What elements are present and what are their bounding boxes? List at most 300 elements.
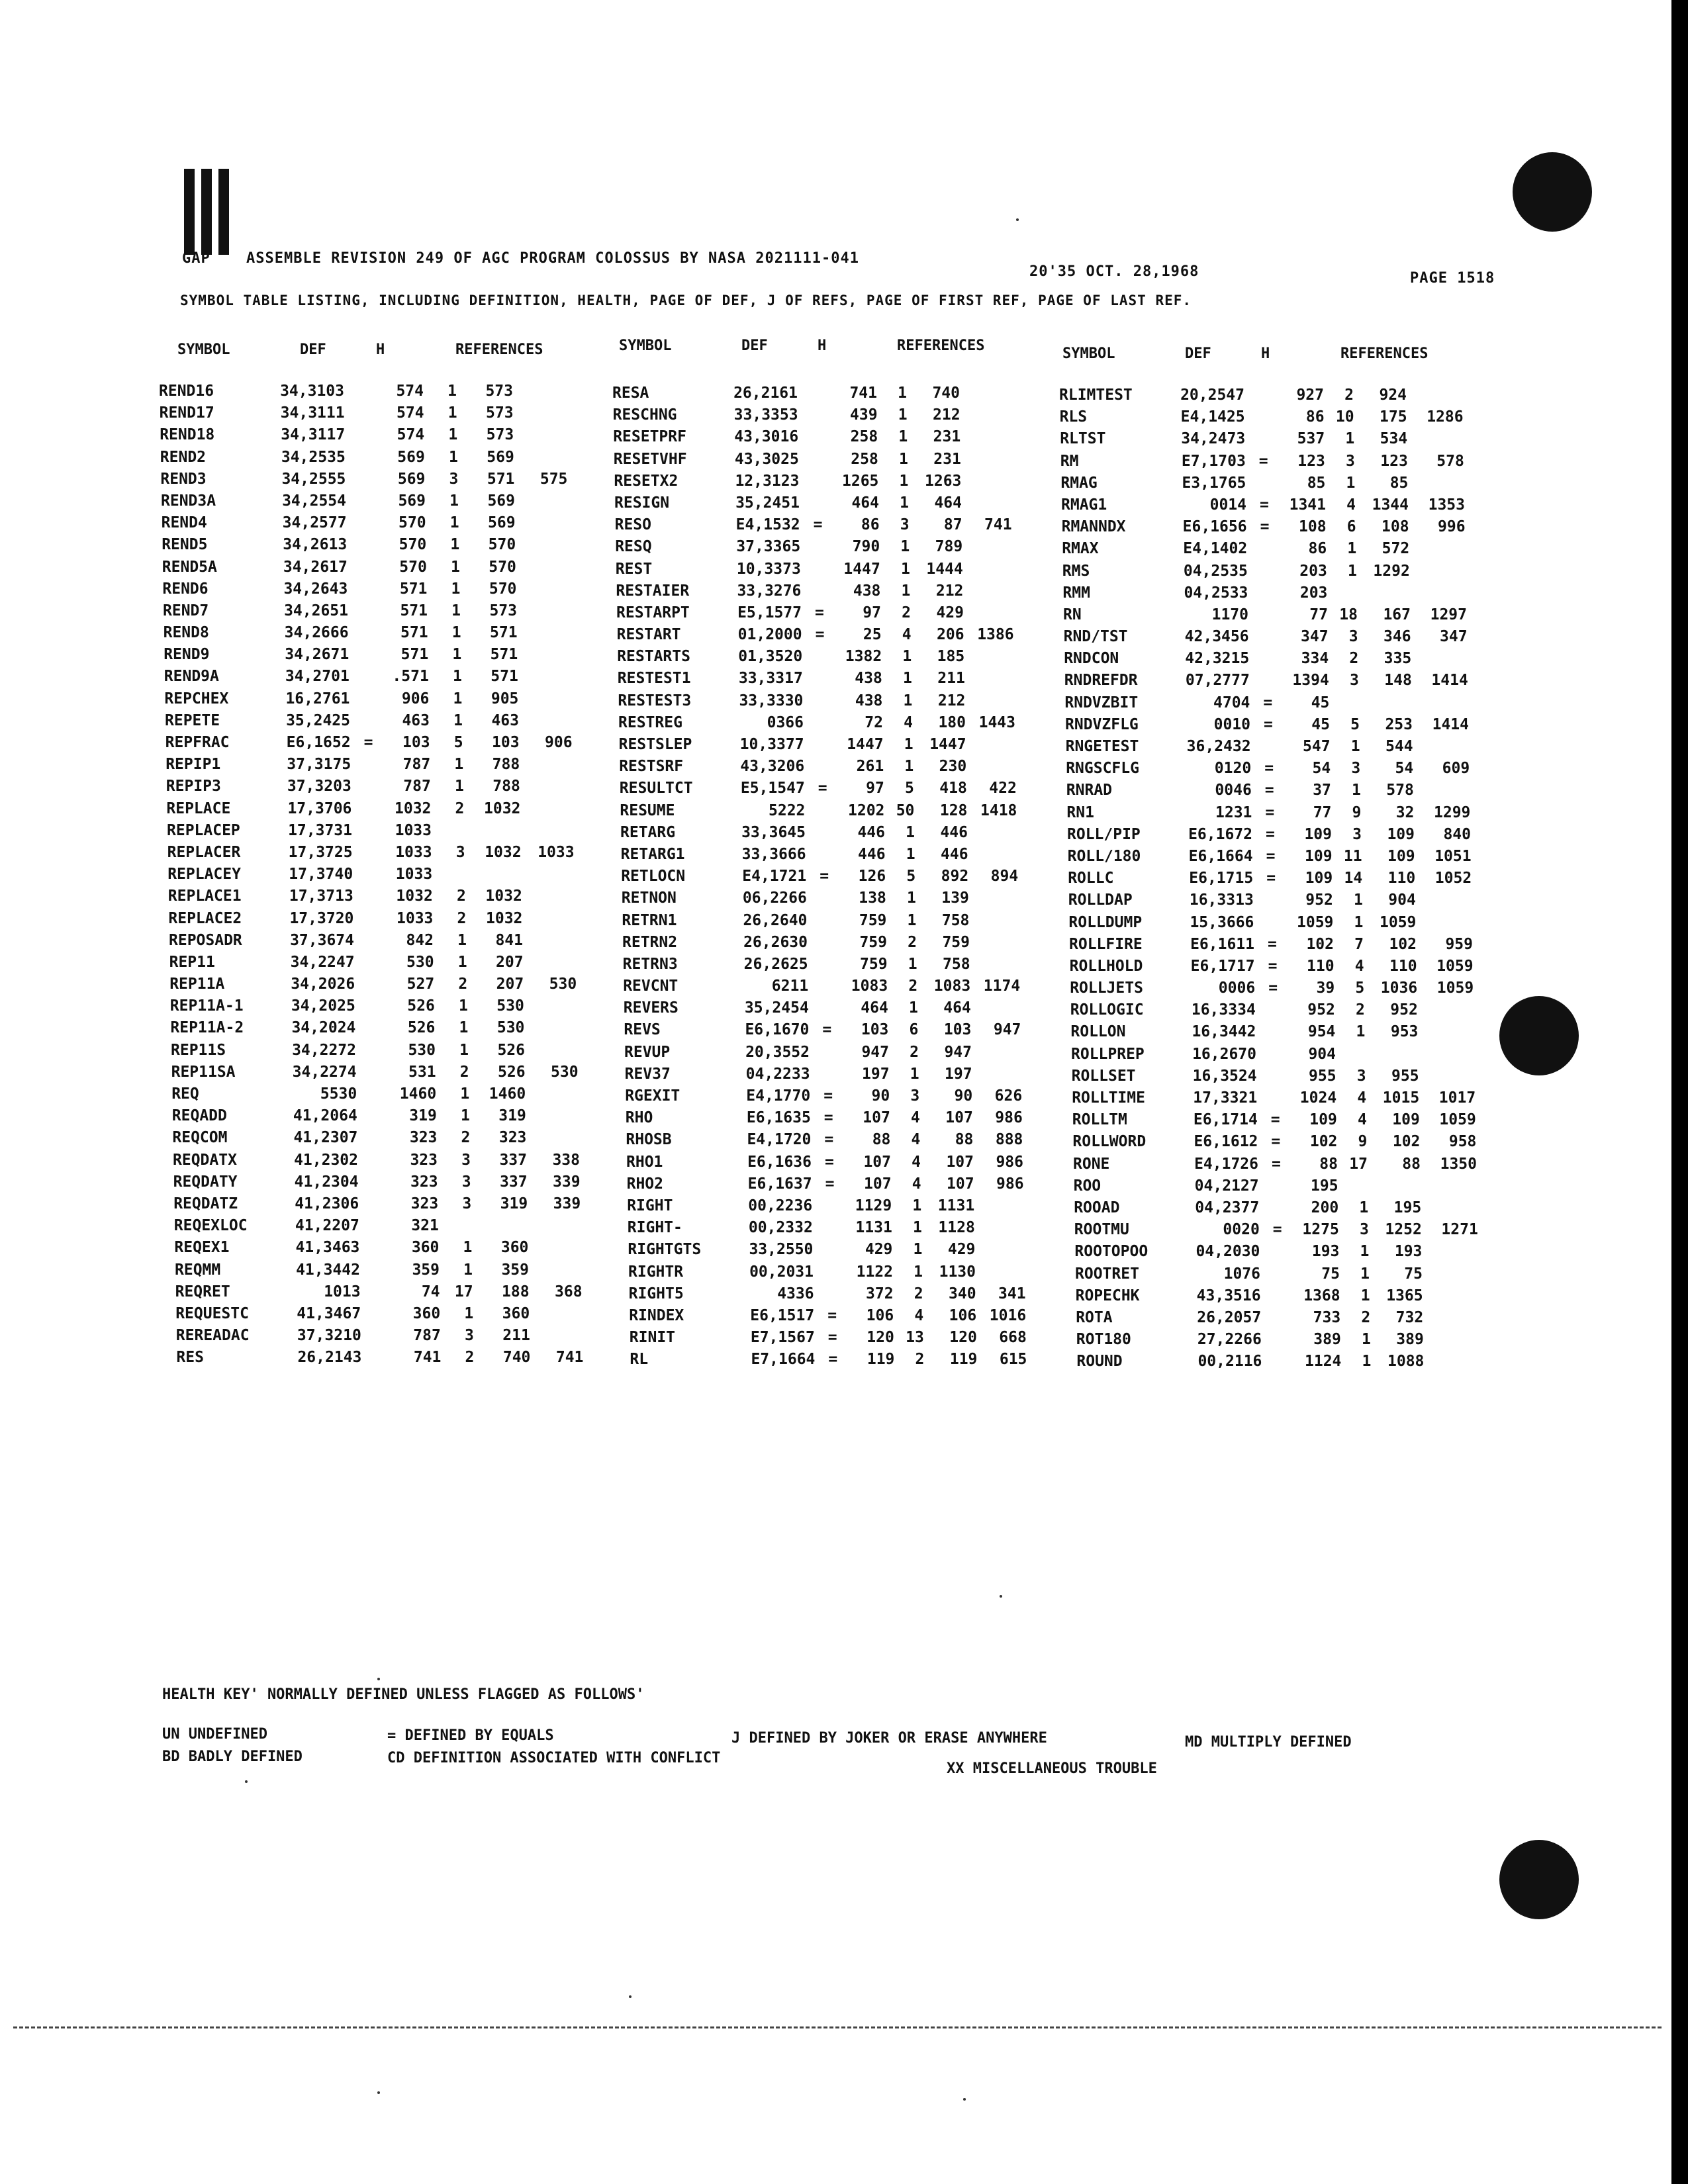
cell-h: 530 (406, 953, 434, 971)
table-row (0, 559, 1671, 580)
cell-eq: = (1271, 1133, 1281, 1151)
cell-def: 34,2555 (281, 470, 346, 488)
cell-def: 34,2671 (285, 646, 350, 664)
cell-n: 1 (908, 999, 918, 1017)
cell-h: 1202 (848, 801, 885, 819)
cell-f: 211 (502, 1327, 530, 1345)
cell-def: 5530 (320, 1085, 357, 1103)
cell-sym: RINDEX (629, 1306, 684, 1324)
cell-sym: REND9A (164, 668, 219, 686)
cell-sym: RMAG (1060, 474, 1098, 492)
cell-sym: ROLLOGIC (1070, 1001, 1144, 1019)
cell-f: 732 (1395, 1308, 1424, 1326)
cell-f: 530 (496, 997, 524, 1015)
cell-def: 41,2307 (293, 1129, 358, 1147)
cell-sym: REP11A-2 (170, 1019, 244, 1037)
cell-eq: = (827, 1329, 837, 1347)
cell-h: 372 (866, 1285, 894, 1302)
cell-h: 787 (413, 1327, 441, 1345)
cell-f: 128 (939, 801, 968, 819)
cell-f: 193 (1394, 1243, 1423, 1261)
cell-n: 4 (912, 1175, 921, 1193)
cell-def: 33,3645 (741, 823, 806, 841)
cell-def: 43,3016 (734, 428, 799, 446)
cell-sym: RESETVHF (613, 450, 687, 468)
cell-f: 231 (933, 428, 961, 446)
cell-def: 17,3706 (287, 799, 352, 817)
cell-eq: = (1266, 870, 1276, 887)
cell-sym: REND5 (162, 536, 208, 554)
cell-sym: RESETPRF (613, 428, 686, 446)
cell-h: 438 (855, 670, 882, 688)
cell-h: 74 (421, 1283, 440, 1300)
cell-h: 258 (850, 428, 878, 446)
cell-def: 06,2266 (742, 889, 807, 907)
cell-sym: REPLACE1 (167, 887, 242, 905)
cell-l: 947 (993, 1021, 1021, 1039)
cell-n: 2 (455, 799, 465, 817)
cell-eq: = (1258, 452, 1268, 470)
cell-eq: = (1266, 847, 1276, 865)
cell-def: 26,2057 (1197, 1308, 1262, 1326)
cell-def: 20,2547 (1180, 387, 1244, 404)
cell-h: 193 (1311, 1243, 1340, 1261)
cell-n: 1 (902, 648, 912, 666)
cell-def: 35,2425 (286, 711, 350, 729)
cell-f: 534 (1380, 430, 1408, 448)
cell-f: 924 (1379, 387, 1407, 404)
cell-def: 33,3666 (741, 845, 806, 863)
cell-def: 16,3524 (1192, 1067, 1257, 1085)
cell-f: 953 (1390, 1023, 1419, 1041)
cell-sym: ROLLHOLD (1069, 957, 1143, 975)
cell-l: 338 (552, 1151, 580, 1169)
cell-def: 33,3353 (733, 406, 798, 424)
cell-n: 2 (1355, 1001, 1365, 1019)
cell-sym: REPCHEX (164, 690, 229, 707)
table-row (0, 778, 1671, 799)
cell-def: 41,2207 (295, 1217, 359, 1235)
cell-n: 1 (908, 955, 917, 973)
cell-f: 106 (949, 1306, 977, 1324)
cell-def: E4,1425 (1180, 408, 1245, 426)
cell-sym: RLIMTEST (1059, 387, 1133, 404)
table-row (0, 383, 1671, 404)
cell-n: 1 (451, 602, 461, 619)
cell-sym: REQDATX (173, 1151, 237, 1169)
cell-def: 37,3674 (290, 931, 354, 949)
cell-sym: RESO (614, 516, 651, 534)
cell-n: 1 (460, 1085, 470, 1103)
table-row (0, 1327, 1671, 1349)
cell-eq: = (1260, 496, 1269, 514)
cell-def: 37,3210 (297, 1327, 361, 1345)
cell-f: 54 (1395, 760, 1414, 778)
cell-sym: RESA (612, 385, 649, 402)
cell-sym: ROOTMU (1074, 1221, 1129, 1239)
cell-def: 01,3520 (738, 648, 803, 666)
cell-h: 429 (865, 1241, 893, 1259)
cell-sym: ROPECHK (1075, 1287, 1140, 1304)
cell-f: 569 (487, 492, 515, 510)
cell-sym: REQRET (175, 1283, 230, 1300)
cell-def: 34,3103 (280, 383, 344, 400)
cell-sym: ROLLON (1070, 1023, 1126, 1041)
cell-h: 569 (398, 492, 426, 510)
cell-n: 1 (906, 845, 915, 863)
cell-f: 107 (945, 1109, 973, 1127)
cell-def: 27,2266 (1197, 1331, 1262, 1349)
cell-f: 1344 (1372, 496, 1409, 514)
cell-sym: REVUP (624, 1043, 671, 1061)
cell-def: 1170 (1211, 606, 1248, 623)
cell-sym: ROLLTIME (1072, 1089, 1145, 1107)
cell-def: 0014 (1209, 496, 1246, 514)
cell-def: E6,1517 (750, 1306, 815, 1324)
cell-def: 0046 (1215, 782, 1252, 799)
cell-n: 3 (1352, 825, 1362, 843)
cell-sym: REQUESTC (175, 1304, 249, 1322)
cell-sym: RMANNDX (1061, 518, 1126, 536)
cell-h: 86 (1305, 408, 1325, 426)
header-time: 20'35 OCT. 28,1968 (1029, 263, 1199, 280)
table-row (0, 1129, 1671, 1151)
cell-def: 00,2236 (748, 1197, 813, 1214)
column-header-def: DEF (741, 338, 768, 354)
cell-def: 33,3276 (737, 582, 802, 600)
cell-h: 1394 (1292, 672, 1329, 690)
cell-n: 1 (902, 670, 912, 688)
cell-h: 571 (399, 580, 428, 598)
cell-f: 175 (1380, 408, 1407, 426)
cell-sym: ROOTRET (1075, 1265, 1139, 1283)
speck (245, 1780, 248, 1783)
cell-def: 41,2304 (294, 1173, 359, 1191)
table-row (0, 976, 1671, 997)
cell-f: 103 (943, 1021, 972, 1039)
table-row (0, 932, 1671, 954)
cell-h: 360 (411, 1239, 440, 1257)
cell-f: 571 (487, 470, 515, 488)
column-headers (0, 338, 1671, 364)
cell-h: 733 (1313, 1308, 1341, 1326)
cell-f: 758 (941, 911, 970, 929)
cell-l: 894 (990, 868, 1019, 886)
cell-n: 1 (898, 428, 908, 446)
cell-sym: REP11S (171, 1041, 226, 1059)
cell-sym: RIGHT (627, 1197, 673, 1214)
cell-f: 107 (946, 1153, 974, 1171)
cell-f: 1365 (1386, 1287, 1423, 1304)
table-row (0, 1019, 1671, 1041)
cell-n: 50 (896, 801, 915, 819)
cell-h: 97 (866, 780, 884, 797)
cell-n: 3 (455, 843, 465, 861)
cell-h: 1032 (396, 887, 433, 905)
cell-n: 2 (461, 1129, 471, 1147)
cell-n: 1 (907, 911, 917, 929)
cell-f: 1032 (485, 843, 522, 861)
cell-sym: ROLLWORD (1072, 1133, 1147, 1151)
cell-n: 3 (1349, 672, 1359, 690)
cell-sym: REQADD (171, 1107, 227, 1125)
cell-eq: = (1264, 760, 1274, 778)
cell-n: 17 (454, 1283, 473, 1300)
table-row (0, 1107, 1671, 1129)
cell-sym: RLS (1059, 408, 1088, 426)
table-row (0, 887, 1671, 909)
cell-sym: REND6 (162, 580, 209, 598)
cell-sym: REQEXLOC (173, 1217, 248, 1235)
cell-l: 1353 (1428, 496, 1465, 514)
cell-f: 346 (1383, 628, 1411, 646)
cell-h: 88 (1319, 1155, 1338, 1173)
cell-n: 1 (447, 383, 457, 400)
cell-l: 1297 (1430, 606, 1467, 623)
health-key-eq: = DEFINED BY EQUALS (387, 1727, 554, 1744)
table-row (0, 449, 1671, 471)
cell-f: 340 (949, 1285, 976, 1302)
cell-sym: RESUME (620, 801, 675, 819)
cell-sym: REVS (624, 1021, 661, 1039)
cell-f: 740 (932, 385, 960, 402)
cell-sym: RINIT (629, 1329, 676, 1347)
cell-f: 530 (496, 1019, 525, 1037)
speck (377, 1678, 380, 1680)
cell-eq: = (828, 1351, 838, 1369)
cell-n: 4 (914, 1306, 924, 1324)
cell-l: 1286 (1427, 408, 1464, 426)
table-row (0, 1085, 1671, 1107)
cell-f: 1032 (484, 799, 521, 817)
cell-h: 1124 (1305, 1353, 1342, 1371)
cell-h: 106 (866, 1306, 894, 1324)
table-row (0, 997, 1671, 1019)
table-row (0, 1152, 1671, 1173)
cell-h: 77 (1309, 606, 1328, 623)
cell-sym: RNGSCFLG (1066, 760, 1139, 778)
cell-l: 615 (999, 1351, 1027, 1369)
cell-eq: = (823, 1109, 833, 1127)
cell-f: 188 (502, 1283, 530, 1300)
cell-def: 04,2535 (1183, 562, 1248, 580)
cell-h: 790 (852, 538, 880, 556)
cell-h: 527 (406, 976, 435, 993)
cell-h: 537 (1297, 430, 1325, 448)
cell-def: 00,2116 (1197, 1353, 1262, 1371)
cell-f: 947 (944, 1043, 972, 1061)
cell-f: 109 (1387, 847, 1415, 865)
cell-n: 1 (1347, 562, 1357, 580)
cell-sym: ROLLSET (1071, 1067, 1136, 1085)
cell-n: 5 (453, 734, 463, 751)
cell-n: 3 (461, 1173, 471, 1191)
cell-sym: RHO2 (626, 1175, 663, 1193)
cell-eq: = (825, 1153, 834, 1171)
cell-h: 446 (858, 845, 886, 863)
cell-def: 15,3666 (1190, 913, 1254, 931)
cell-def: E6,1714 (1193, 1111, 1258, 1129)
cell-h: 574 (397, 404, 424, 422)
cell-f: 167 (1383, 606, 1411, 623)
cell-n: 2 (457, 909, 467, 927)
cell-sym: RESTART (616, 626, 681, 644)
cell-eq: = (1268, 957, 1278, 975)
cell-n: 1 (447, 404, 457, 422)
table-row (0, 624, 1671, 646)
cell-eq: = (1265, 803, 1275, 821)
cell-l: 959 (1445, 935, 1473, 953)
cell-n: 1 (459, 1019, 469, 1037)
cell-f: 103 (492, 734, 520, 751)
cell-def: 34,3117 (281, 426, 346, 444)
cell-n: 1 (451, 624, 461, 642)
table-row (0, 536, 1671, 558)
cell-h: 571 (400, 646, 429, 664)
cell-sym: RIGHTR (628, 1263, 684, 1281)
cell-sym: REND5A (162, 558, 217, 576)
cell-h: 927 (1296, 387, 1324, 404)
cell-f: 463 (491, 711, 519, 729)
cell-l: 996 (1438, 518, 1466, 536)
table-row (0, 756, 1671, 778)
cell-f: 185 (937, 648, 965, 666)
cell-h: 334 (1301, 650, 1329, 668)
cell-sym: RGEXIT (625, 1087, 680, 1105)
cell-sym: REND7 (163, 602, 209, 619)
cell-f: 212 (935, 582, 964, 600)
cell-f: 120 (949, 1329, 977, 1347)
cell-h: 107 (864, 1175, 892, 1193)
cell-l: 1052 (1434, 870, 1472, 887)
cell-n: 4 (910, 1109, 920, 1127)
cell-def: 16,3442 (1192, 1023, 1256, 1041)
cell-eq: = (1263, 694, 1273, 711)
cell-f: 230 (939, 758, 967, 776)
cell-h: 195 (1311, 1177, 1338, 1195)
cell-def: E6,1652 (286, 734, 351, 751)
cell-sym: RETLOCN (621, 868, 686, 886)
cell-n: 5 (1355, 979, 1365, 997)
cell-n: 1 (449, 492, 459, 510)
cell-n: 1 (913, 1241, 923, 1259)
cell-f: 1032 (486, 909, 523, 927)
cell-def: 00,2332 (748, 1219, 813, 1237)
table-row (0, 844, 1671, 866)
cell-n: 1 (459, 1041, 469, 1059)
cell-sym: RND/TST (1063, 628, 1128, 646)
cell-f: 90 (954, 1087, 973, 1105)
cell-n: 9 (1358, 1133, 1368, 1151)
cell-eq: = (1264, 715, 1273, 733)
cell-h: 1059 (1297, 913, 1334, 931)
cell-h: 359 (412, 1261, 440, 1279)
cell-h: 77 (1313, 803, 1332, 821)
cell-sym: RN1 (1066, 803, 1094, 821)
cell-sym: REPFRAC (165, 734, 230, 751)
cell-f: 211 (937, 670, 965, 688)
cell-n: 6 (909, 1021, 919, 1039)
cell-sym: RETRN3 (622, 955, 678, 973)
cell-def: E4,1726 (1194, 1155, 1258, 1173)
cell-eq: = (1272, 1221, 1282, 1239)
cell-f: 578 (1386, 782, 1414, 799)
cell-h: 45 (1311, 715, 1330, 733)
cell-sym: RMS (1062, 562, 1090, 580)
cell-f: 570 (489, 558, 516, 576)
cell-sym: ROLLDUMP (1068, 913, 1143, 931)
cell-h: 119 (867, 1351, 895, 1369)
cell-f: 569 (487, 448, 514, 466)
cell-n: 1 (906, 889, 916, 907)
cell-def: 34,2651 (284, 602, 348, 619)
cell-sym: RIGHTGTS (628, 1241, 702, 1259)
cell-n: 3 (1359, 1221, 1369, 1239)
cell-n: 1 (904, 736, 914, 753)
cell-def: 37,3365 (736, 538, 801, 556)
cell-n: 3 (461, 1151, 471, 1169)
cell-sym: REPLACEP (167, 821, 240, 839)
cell-n: 3 (464, 1327, 474, 1345)
cell-def: 17,3713 (289, 887, 353, 905)
cell-sym: ROUND (1076, 1353, 1123, 1371)
cell-def: E4,1721 (742, 868, 807, 886)
cell-eq: = (823, 1087, 833, 1105)
column-header-symbol: SYMBOL (619, 338, 672, 354)
column-header-symbol: SYMBOL (1062, 345, 1115, 362)
cell-h: 389 (1313, 1331, 1341, 1349)
cell-h: 109 (1305, 870, 1333, 887)
cell-l: 339 (553, 1195, 581, 1212)
tear-line (13, 2026, 1662, 2028)
table-row (0, 426, 1671, 448)
cell-f: 904 (1388, 891, 1416, 909)
cell-l: 986 (996, 1153, 1023, 1171)
cell-n: 1 (1359, 1199, 1369, 1216)
cell-l: 906 (545, 734, 573, 751)
cell-l: 339 (553, 1173, 581, 1191)
cell-f: 108 (1382, 518, 1409, 536)
speck (629, 1995, 632, 1998)
cell-def: 04,2233 (745, 1065, 810, 1083)
cell-sym: ROLLFIRE (1069, 935, 1143, 953)
cell-l: 626 (994, 1087, 1023, 1105)
cell-sym: REQCOM (172, 1129, 228, 1147)
cell-sym: RESETX2 (614, 472, 679, 490)
cell-def: E6,1611 (1190, 935, 1254, 953)
cell-n: 1 (454, 756, 464, 774)
cell-eq: = (820, 868, 829, 886)
cell-h: 904 (1308, 1045, 1336, 1063)
cell-l: 1059 (1436, 979, 1474, 997)
cell-def: 26,2625 (743, 955, 808, 973)
cell-def: 16,2761 (285, 690, 350, 707)
cell-sym: RNDVZBIT (1064, 694, 1139, 711)
cell-f: 102 (1392, 1133, 1421, 1151)
cell-f: 841 (495, 931, 523, 949)
cell-n: 1 (1345, 430, 1355, 448)
cell-f: 1447 (929, 736, 966, 753)
cell-sym: RHO1 (626, 1153, 663, 1171)
cell-h: 759 (859, 933, 887, 951)
cell-f: 207 (496, 953, 524, 971)
cell-h: 1447 (847, 736, 884, 753)
table-row (0, 514, 1671, 536)
cell-def: 16,3313 (1189, 891, 1254, 909)
cell-f: 389 (1396, 1331, 1424, 1349)
cell-f: 758 (943, 955, 970, 973)
cell-sym: REP11 (169, 953, 215, 971)
